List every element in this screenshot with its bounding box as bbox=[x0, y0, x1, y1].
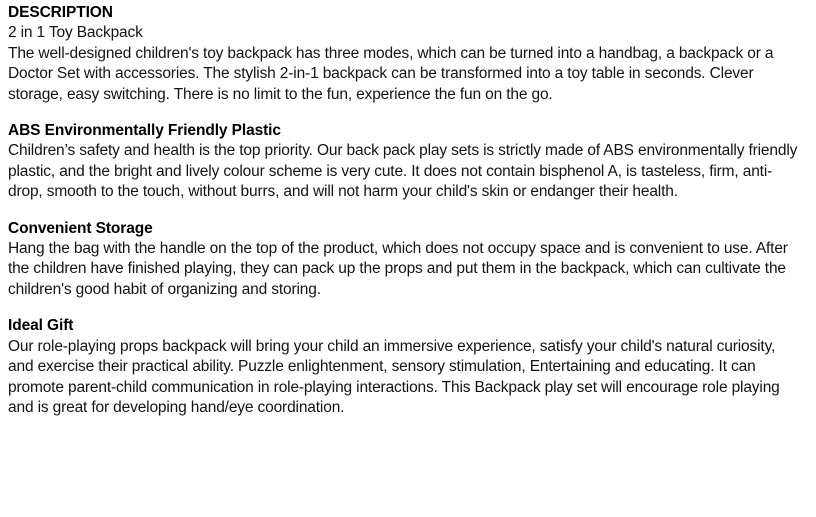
section-heading-description: DESCRIPTION bbox=[8, 4, 113, 21]
convenient-storage-body: Hang the bag with the handle on the top of the product, which does not occupy space and is convenient to use. After the children have finished playing, they can pack up the props and put them in the backpack, which can cultivate the children's good habit of organizing and storing. bbox=[8, 240, 788, 298]
product-name-line: 2 in 1 Toy Backpack bbox=[8, 24, 143, 42]
abs-plastic-section bbox=[8, 122, 804, 203]
ideal-gift-section bbox=[8, 317, 804, 418]
convenient-storage-section bbox=[8, 220, 804, 301]
section-heading-ideal-gift: Ideal Gift bbox=[8, 317, 74, 335]
description-body: The well-designed children's toy backpack has three modes, which can be turned into a handbag, a backpack or a Doctor Set with accessories. The stylish 2-in-1 backpack can be transformed into a toy table in seconds. Clever storage, easy switching. There is no limit to the fun, experience the fun on the go. bbox=[8, 44, 774, 103]
abs-plastic-body: Children’s safety and health is the top priority. Our back pack play sets is strictly made of ABS environmentally friendly plastic, and the bright and lively colour scheme is very cute. It does not contain bisphenol A, is tasteless, firm, anti-drop, smooth to the touch, without burrs, and will not harm your child's skin or endanger their health. bbox=[8, 142, 798, 201]
description-section bbox=[8, 4, 804, 105]
section-heading-abs-plastic: ABS Environmentally Friendly Plastic bbox=[8, 122, 281, 140]
ideal-gift-body: Our role-playing props backpack will bring your child an immersive experience, satisfy your child's natural curiosity, and exercise their practical ability. Puzzle enlightenment, sensory stimulation, Entertaining and educating. It can promote parent-child communication in role-playing interactions. This Backpack play set will encourage role playing and is great for developing hand/eye coordination. bbox=[8, 337, 780, 417]
section-heading-convenient-storage: Convenient Storage bbox=[8, 219, 153, 237]
